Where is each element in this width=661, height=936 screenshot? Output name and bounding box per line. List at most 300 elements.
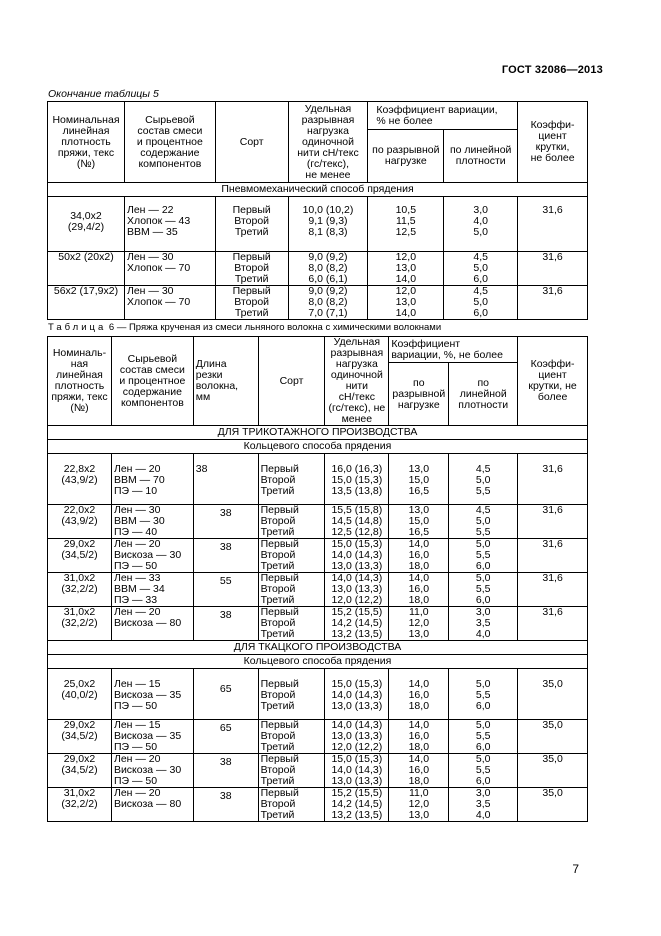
cell-line: 12,0 (12,2) <box>331 594 383 606</box>
cell-line: 6,0 <box>475 700 491 712</box>
cell-line: ВВМ — 70 <box>113 474 165 486</box>
cell-line: и процентное <box>136 135 203 148</box>
cell-line: Первый <box>260 719 299 731</box>
cell-line: Лен — 30 <box>113 504 161 516</box>
table6-caption <box>48 322 441 333</box>
table-row <box>48 573 588 607</box>
cell-line: сН/текс <box>338 391 375 403</box>
grade-cell <box>215 286 288 320</box>
twist-cell: 31,6 <box>518 607 588 641</box>
cell-line: состав смеси <box>119 363 185 376</box>
cell-line: 12,0 <box>395 285 417 297</box>
cell-line: 15,2 (15,5) <box>331 787 383 799</box>
cell-line: содержание <box>140 146 200 159</box>
cell-line: Третий <box>260 526 295 538</box>
cell-line: 5,5 <box>475 526 491 538</box>
cell-line: по разрывной <box>372 144 440 156</box>
cell-line: 29,0х2 <box>63 753 96 765</box>
cell-line: 16,5 <box>408 485 430 497</box>
table5-caption: Окончание таблицы 5 <box>48 88 159 100</box>
cell-line: Второй <box>260 583 296 595</box>
cell-line: 14,0 <box>408 678 430 690</box>
cell-line: нагрузке <box>384 155 427 167</box>
cell-line: 29,0х2 <box>63 719 96 731</box>
cell-line: Первый <box>232 251 271 263</box>
cut-length-cell: 38 <box>193 539 258 573</box>
col-load-header <box>288 102 368 183</box>
cell-line: 14,0 (14,3) <box>331 719 383 731</box>
composition-cell <box>111 669 193 720</box>
load-cell <box>288 286 368 320</box>
cell-line: Лен — 22 <box>126 204 174 216</box>
cell-line: 13,0 (13,3) <box>331 775 383 787</box>
cell-line: 6,0 <box>473 307 488 319</box>
cell-line: 5,5 <box>475 549 491 561</box>
cell-line: 14,0 <box>408 719 430 731</box>
cell-line: 4,5 <box>475 504 491 516</box>
cv-load-cell <box>368 197 444 252</box>
cv-load-cell <box>389 788 449 822</box>
cell-line: ВВМ — 30 <box>113 515 165 527</box>
cell-line: 8,1 (8,3) <box>308 226 348 238</box>
grade-cell <box>258 754 325 788</box>
table-row <box>48 720 588 754</box>
header-row <box>48 102 588 130</box>
cell-line: 3,0 <box>473 204 488 216</box>
cell-line: Второй <box>234 296 270 308</box>
composition-cell <box>111 720 193 754</box>
cell-line: Третий <box>260 700 295 712</box>
section-row <box>48 183 588 197</box>
density-cell <box>48 669 112 720</box>
cell-line: Второй <box>234 262 270 274</box>
twist-cell: 31,6 <box>518 454 588 505</box>
cv-load-cell <box>389 454 449 505</box>
cell-line: по <box>413 376 425 389</box>
cell-line: ПЭ — 10 <box>113 485 158 497</box>
cell-line: нити <box>345 380 369 392</box>
cv-density-cell <box>449 788 518 822</box>
cut-length-cell: 38 <box>193 505 258 539</box>
cell-line: Коэффициент вариации, <box>376 103 498 116</box>
cv-density-cell <box>449 539 518 573</box>
cv-load-cell <box>389 607 449 641</box>
load-cell <box>325 754 389 788</box>
section-row <box>48 641 588 655</box>
cut-length-cell: 38 <box>193 454 258 505</box>
density-cell <box>48 252 125 286</box>
cell-line: Второй <box>260 689 296 701</box>
cell-line: Первый <box>232 204 271 216</box>
cell-line: 14,0 <box>395 273 417 285</box>
cell-line: Лен — 15 <box>113 719 161 731</box>
cell-line: ная <box>70 358 89 370</box>
col-grade-header: Сорт <box>258 337 325 426</box>
section-row <box>48 426 588 440</box>
cell-line: 12,0 <box>408 798 430 810</box>
cell-line: 18,0 <box>408 560 430 572</box>
cell-line: 5,0 <box>473 262 488 274</box>
cv-density-cell <box>449 607 518 641</box>
cell-line: Второй <box>260 549 296 561</box>
density-cell <box>48 607 112 641</box>
cut-length-cell: 38 <box>193 788 258 822</box>
density-cell <box>48 286 125 320</box>
table-row <box>48 252 588 286</box>
cell-line: 5,0 <box>475 515 491 527</box>
cell-line: 9,0 (9,2) <box>308 251 348 263</box>
cell-line: Удельная <box>304 102 352 115</box>
cell-line: Вискоза — 30 <box>113 549 182 561</box>
cell-line: Хлопок — 43 <box>126 215 191 227</box>
cell-line: 9,1 (9,3) <box>308 215 348 227</box>
cell-line: 13,5 (13,8) <box>331 485 383 497</box>
cell-line: нагрузке <box>397 398 440 411</box>
cell-line: 14,2 (14,5) <box>331 798 383 810</box>
cell-line: 6,0 <box>475 775 491 787</box>
cell-line: 16,5 <box>408 526 430 538</box>
cv-load-cell <box>389 573 449 607</box>
cell-line: 6,0 <box>475 741 491 753</box>
grade-cell <box>258 607 325 641</box>
cell-line: Второй <box>260 764 296 776</box>
col-composition-header <box>124 102 215 183</box>
cell-line: Третий <box>260 809 295 821</box>
cell-line: (гс/текс), <box>306 157 350 170</box>
twist-cell: 35,0 <box>518 754 588 788</box>
cell-line: 56х2 (17,9х2) <box>53 285 119 297</box>
cell-line: 29,0х2 <box>63 538 96 550</box>
cell-line: компонентов <box>138 157 202 170</box>
grade-cell <box>258 539 325 573</box>
cell-line: плотности <box>458 398 509 411</box>
cv-density-cell <box>449 754 518 788</box>
cell-line: 16,0 <box>408 730 430 742</box>
cell-line: Второй <box>260 617 296 629</box>
col-cv-load-header <box>368 130 444 183</box>
density-cell <box>48 197 125 252</box>
cell-line: Третий <box>260 560 295 572</box>
cell-line: Первый <box>260 787 299 799</box>
cut-length-cell: 38 <box>193 607 258 641</box>
composition-cell <box>111 539 193 573</box>
cell-line: 5,5 <box>475 764 491 776</box>
cell-line: 14,0 (14,3) <box>331 764 383 776</box>
cell-line: 13,0 <box>408 628 430 640</box>
cell-line: плотность <box>61 135 111 148</box>
cell-line: 18,0 <box>408 775 430 787</box>
cell-line: 18,0 <box>408 594 430 606</box>
cell-line: 14,0 (14,3) <box>331 689 383 701</box>
cell-line: пряжи, текс <box>51 391 108 403</box>
cell-line: 15,0 (15,3) <box>331 474 383 486</box>
cell-line: Третий <box>260 775 295 787</box>
cell-line: по <box>477 376 489 389</box>
cell-line: (34,5/2) <box>61 730 98 742</box>
cell-line: циент <box>538 369 567 381</box>
load-cell <box>325 539 389 573</box>
cell-line: 16,0 <box>408 689 430 701</box>
cell-line: 3,5 <box>475 798 491 810</box>
grade-cell <box>258 720 325 754</box>
cell-line: Номинальная <box>52 113 120 126</box>
section-title: Пневмомеханический способ прядения <box>48 183 588 197</box>
cell-line: 14,5 (14,8) <box>331 515 383 527</box>
cv-density-cell <box>444 252 518 286</box>
table-row <box>48 754 588 788</box>
cell-line: Первый <box>260 504 299 516</box>
load-cell <box>325 505 389 539</box>
cell-line: 7,0 (7,1) <box>308 307 348 319</box>
cell-line: 16,0 (16,3) <box>331 463 383 475</box>
cell-line: 15,5 (15,8) <box>331 504 383 516</box>
cell-line: 14,0 (14,3) <box>331 572 383 584</box>
cell-line: Лен — 20 <box>113 787 161 799</box>
cell-line: 4,5 <box>473 251 488 263</box>
cell-line: 14,0 <box>408 572 430 584</box>
cell-line: ПЭ — 40 <box>113 526 158 538</box>
cell-line: ПЭ — 50 <box>113 741 158 753</box>
table-row <box>48 788 588 822</box>
cell-line: 5,5 <box>475 730 491 742</box>
twist-cell: 35,0 <box>518 788 588 822</box>
cell-line: Длина <box>195 358 227 370</box>
cv-load-cell <box>368 252 444 286</box>
col-twist-header <box>518 337 588 426</box>
col-cv-density-header <box>449 363 518 426</box>
table6-caption-text: — Пряжа крученая из смеси льняного волокна с химическими волокнами <box>116 322 442 333</box>
composition-cell <box>111 454 193 505</box>
composition-cell <box>124 197 215 252</box>
cell-line: Третий <box>234 273 269 285</box>
load-cell <box>325 573 389 607</box>
cell-line: 12,5 <box>395 226 417 238</box>
cell-line: Третий <box>260 741 295 753</box>
cell-line: Лен — 20 <box>113 753 161 765</box>
cell-line: не менее <box>305 168 351 181</box>
cell-line: линейная <box>62 124 110 137</box>
cell-line: Первый <box>260 606 299 618</box>
cell-line: 13,0 <box>395 296 417 308</box>
cv-load-cell <box>389 720 449 754</box>
cell-line: 31,0х2 <box>63 787 96 799</box>
cv-load-cell <box>368 286 444 320</box>
cell-line: 16,0 <box>408 549 430 561</box>
composition-cell <box>124 252 215 286</box>
col-density-header <box>48 337 112 426</box>
cell-line: Первый <box>232 285 271 297</box>
cell-line: 11,0 <box>408 606 429 618</box>
cell-line: (40,0/2) <box>61 689 98 701</box>
density-cell <box>48 454 112 505</box>
col-variation-header <box>389 337 518 363</box>
cell-line: ВВМ — 34 <box>113 583 165 595</box>
col-cv-density-header <box>444 130 518 183</box>
cut-length-cell: 55 <box>193 573 258 607</box>
cell-line: 13,0 <box>408 504 430 516</box>
cell-line: 12,5 (12,8) <box>331 526 383 538</box>
cv-density-cell <box>449 669 518 720</box>
cell-line: 6,0 <box>475 560 491 572</box>
cell-line: ПЭ — 50 <box>113 775 158 787</box>
col-composition-header <box>111 337 193 426</box>
table-row <box>48 539 588 573</box>
cell-line: 13,0 (13,3) <box>331 730 383 742</box>
load-cell <box>325 607 389 641</box>
cell-line: 11,0 <box>408 787 429 799</box>
cell-line: крутки, не <box>528 380 577 392</box>
cell-line: Сырьевой <box>145 113 195 126</box>
cv-load-cell <box>389 505 449 539</box>
cell-line: 13,0 (13,3) <box>331 700 383 712</box>
twist-cell: 31,6 <box>518 252 588 286</box>
cell-line: Третий <box>234 307 269 319</box>
composition-cell <box>124 286 215 320</box>
cell-line: 25,0х2 <box>63 678 96 690</box>
cell-line: Второй <box>260 730 296 742</box>
cell-line: 15,0 (15,3) <box>331 538 383 550</box>
cell-line: 6,0 (6,1) <box>308 273 348 285</box>
cell-line: 13,0 <box>395 262 417 274</box>
col-variation-header <box>368 102 518 130</box>
cell-line: 4,5 <box>473 285 488 297</box>
cell-line: 31,0х2 <box>63 606 96 618</box>
table-row <box>48 669 588 720</box>
cut-length-cell: 65 <box>193 669 258 720</box>
cell-line: 18,0 <box>408 741 430 753</box>
cell-line: 4,0 <box>475 628 491 640</box>
col-cut-length-header <box>193 337 258 426</box>
cell-line: 13,0 <box>408 463 430 475</box>
cell-line: 14,0 (14,3) <box>331 549 383 561</box>
cell-line: 5,5 <box>475 583 491 595</box>
cell-line: ПЭ — 33 <box>113 594 158 606</box>
cut-length-cell: 65 <box>193 720 258 754</box>
load-cell <box>325 454 389 505</box>
composition-cell <box>111 573 193 607</box>
cell-line: 15,0 (15,3) <box>331 678 383 690</box>
cell-line: 4,0 <box>473 215 488 227</box>
table-5 <box>47 101 588 320</box>
cell-line: 13,0 (13,3) <box>331 583 383 595</box>
density-cell <box>48 539 112 573</box>
cell-line: Коэффи- <box>530 119 575 131</box>
composition-cell <box>111 607 193 641</box>
cell-line: 5,0 <box>475 474 491 486</box>
cell-line: менее <box>341 413 373 425</box>
load-cell <box>325 720 389 754</box>
twist-cell: 35,0 <box>518 720 588 754</box>
page-number: 7 <box>572 862 579 876</box>
cell-line: 3,0 <box>475 787 491 799</box>
col-cv-load-header <box>389 363 449 426</box>
cell-line: Лен — 20 <box>113 538 161 550</box>
cell-line: 5,0 <box>473 226 488 238</box>
cell-line: 10,0 (10,2) <box>302 204 354 216</box>
cell-line: 5,5 <box>475 689 491 701</box>
col-density-header <box>48 102 125 183</box>
section-subtitle: Кольцевого способа прядения <box>48 655 588 669</box>
cell-line: (32,2/2) <box>61 583 98 595</box>
cell-line: 34,0х2 <box>70 210 102 222</box>
grade-cell <box>215 197 288 252</box>
cell-line: Третий <box>234 226 269 238</box>
col-load-header <box>325 337 389 426</box>
table-row <box>48 197 588 252</box>
grade-cell <box>215 252 288 286</box>
composition-cell <box>111 754 193 788</box>
cell-line: Третий <box>260 485 295 497</box>
cell-line: 16,0 <box>408 764 430 776</box>
cell-line: 14,0 <box>395 307 417 319</box>
cv-load-cell <box>389 669 449 720</box>
cell-line: (34,5/2) <box>61 764 98 776</box>
twist-cell: 31,6 <box>518 505 588 539</box>
density-cell <box>48 788 112 822</box>
grade-cell <box>258 669 325 720</box>
cell-line: линейной <box>459 387 507 400</box>
cell-line: Второй <box>260 474 296 486</box>
cell-line: плотность <box>54 380 105 392</box>
grade-cell <box>258 454 325 505</box>
load-cell <box>288 197 368 252</box>
cell-line: (32,2/2) <box>61 617 98 629</box>
density-cell <box>48 754 112 788</box>
cell-line: 14,0 <box>408 538 430 550</box>
twist-cell: 31,6 <box>518 197 588 252</box>
composition-cell <box>111 788 193 822</box>
cell-line: Первый <box>260 753 299 765</box>
load-cell <box>325 669 389 720</box>
cv-density-cell <box>449 454 518 505</box>
table-row <box>48 454 588 505</box>
cell-line: Номиналь- <box>52 347 107 359</box>
cell-line: 15,0 <box>408 515 430 527</box>
cell-line: 5,0 <box>475 538 491 550</box>
cell-line: 14,0 <box>408 753 430 765</box>
cell-line: мм <box>195 391 211 403</box>
cell-line: 13,2 (13,5) <box>331 809 383 821</box>
cell-line: Лен — 33 <box>113 572 161 584</box>
cell-line: Вискоза — 80 <box>113 617 182 629</box>
cell-line: Первый <box>260 572 299 584</box>
table-6 <box>47 336 588 822</box>
cell-line: 13,0 <box>408 809 430 821</box>
cell-line: 8,0 (8,2) <box>308 262 348 274</box>
cell-line: циент крутки, <box>535 130 570 153</box>
cell-line: резки <box>195 369 223 381</box>
cell-line: Коэффи- <box>530 358 575 370</box>
cell-line: 18,0 <box>408 700 430 712</box>
density-cell <box>48 573 112 607</box>
table6-caption-label: Таблица <box>48 322 107 333</box>
table-row <box>48 286 588 320</box>
cell-line: линейная <box>56 369 103 381</box>
table6-caption-number: 6 <box>108 322 115 333</box>
cell-line: одиночной <box>330 369 383 381</box>
cell-line: Первый <box>260 678 299 690</box>
cell-line: 8,0 (8,2) <box>308 296 348 308</box>
cell-line: не более <box>530 152 575 164</box>
cell-line: 4,0 <box>475 809 491 821</box>
grade-cell <box>258 573 325 607</box>
cell-line: 12,0 (12,2) <box>331 741 383 753</box>
cell-line: Хлопок — 70 <box>126 296 191 308</box>
cell-line: 12,0 <box>395 251 417 263</box>
cell-line: более <box>537 391 568 403</box>
cell-line: Первый <box>260 463 299 475</box>
cv-density-cell <box>444 286 518 320</box>
